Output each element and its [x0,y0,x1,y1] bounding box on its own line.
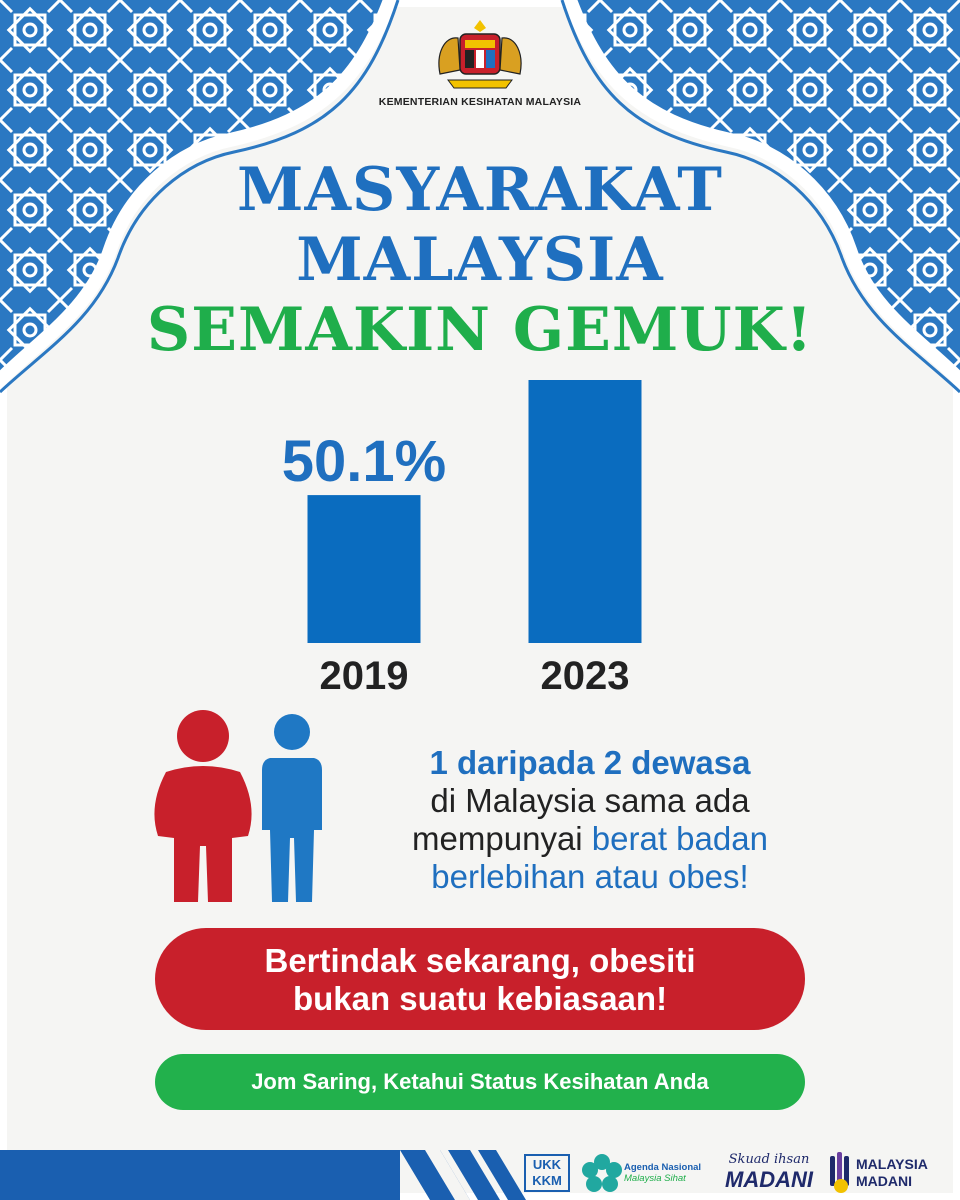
bar-2023 [529,380,642,643]
statement-line-1: 1 daripada 2 dewasa [429,744,751,781]
title-line-3: SEMAKIN GEMUK! [146,295,814,365]
normal-person-icon [258,712,326,902]
screening-button[interactable]: Jom Saring, Ketahui Status Kesihatan Anda [155,1054,805,1110]
overweight-person-icon [148,706,258,902]
statement-line-3 [330,820,850,858]
madani-logo-line-2: MADANI [856,1173,912,1189]
cta-line-1: Bertindak sekarang, obesiti [264,942,696,979]
call-to-action-banner [155,928,805,1030]
title-line-1: MASYARAKAT [237,155,723,225]
madani-hands-icon [828,1152,854,1194]
category-label-2019: 2019 [319,654,409,698]
agenda-logo-line-2: Malaysia Sihat [624,1173,686,1184]
statement-line-4: berlebihan atau obes! [431,858,749,895]
statement-line-3a: mempunyai [412,820,592,857]
malaysia-madani-logo [856,1156,940,1190]
cta-line-2: bukan suatu kebiasaan! [292,980,668,1017]
ukk-kkm-logo [524,1154,570,1192]
statement-line-3b: berat badan [591,820,768,857]
madani-logo-line-1: MALAYSIA [856,1156,928,1172]
bar-2019 [308,495,421,643]
skuad-ihsan-madani-logo [724,1152,814,1192]
ukk-logo-top: UKK [532,1157,562,1172]
agenda-nasional-logo [624,1162,708,1184]
malaysia-coat-of-arms [430,14,530,94]
category-label-2023: 2023 [540,654,630,698]
skuad-logo-line-2: MADANI [725,1167,813,1192]
value-label-2019: 50.1% [281,429,447,495]
ministry-name: KEMENTERIAN KESIHATAN MALAYSIA [378,96,582,108]
hibiscus-icon [580,1152,624,1194]
obesity-bar-chart [0,380,960,710]
agenda-logo-line-1: Agenda Nasional [624,1162,702,1173]
skuad-logo-line-1: Skuad ihsan [728,1152,810,1167]
ukk-logo-bottom: KKM [532,1173,562,1188]
statement-line-2: di Malaysia sama ada [430,782,750,819]
title-line-2: MALAYSIA [296,225,664,295]
